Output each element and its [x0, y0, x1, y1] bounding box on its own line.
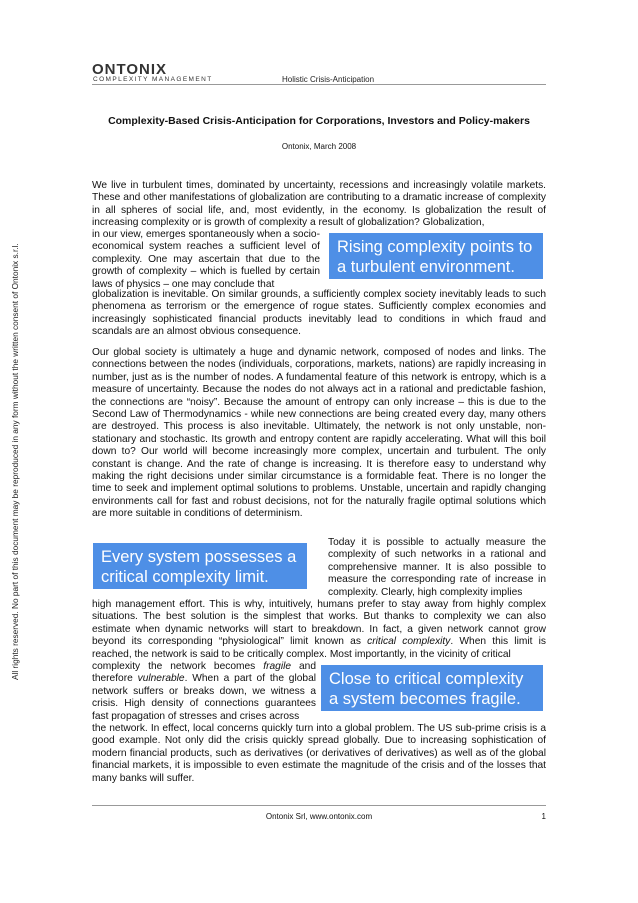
- header-title: Holistic Crisis-Anticipation: [282, 75, 375, 84]
- page-number: 1: [541, 812, 546, 821]
- callout-rising-complexity: Rising complexity points to a turbulent environment.: [329, 233, 543, 279]
- footer-website: Ontonix Srl, www.ontonix.com: [265, 812, 373, 821]
- page-footer: [92, 805, 546, 821]
- company-logo-tagline: COMPLEXITY MANAGEMENT: [93, 76, 213, 83]
- paragraph-3-wrap-bottom: complexity the network becomes fragile and therefore vulnerable. When a part of the global network suffers or breaks down, we witness a crisis. High density of connections guarantees fast propagation of stresses and crises across: [92, 661, 317, 722]
- paragraph-3-middle: high management effort. This is why, intuitively, humans prefer to stay away from highly complex situations. The best solution is the simplest that works. But thanks to complexity we can also estimate when dynamic networks will start to breakdown. In fact, a given network cannot grow beyond its corresponding “physiological” limit known as critical complexity. When this limit is reached, the network is said to be critically complex. Most importantly, in the vicinity of critical: [92, 599, 546, 660]
- term-vulnerable: vulnerable: [137, 673, 185, 685]
- document-title: Complexity-Based Crisis-Anticipation for Corporations, Investors and Policy-makers: [108, 115, 530, 127]
- term-fragile: fragile: [263, 661, 292, 672]
- paragraph-1-opening: We live in turbulent times, dominated by uncertainty, recessions and increasingly volatile markets. These and other manifestations of globalization are contributing to a dramatic increase of complexity in all spheres of social life, and, most evidently, in the economy. Is globalization the result of increasing complexity or is growth of complexity a result of globalization? Globalization,: [92, 180, 546, 229]
- page-header: [92, 62, 546, 85]
- document-byline: Ontonix, March 2008: [281, 142, 357, 151]
- callout-critical-limit: Every system possesses a critical complexity limit.: [93, 543, 307, 589]
- paragraph-3-wrap-top: Today it is possible to actually measure the complexity of such networks in a rational and comprehensive manner. It is also possible to measure the corresponding rate of increase in complexity. Clearly, high complexity implies: [328, 537, 546, 598]
- paragraph-2: Our global society is ultimately a huge and dynamic network, composed of nodes and links. The connections between the nodes (individuals, corporations, markets, nations) are rapidly increasing in number, just as is the number of nodes. A fundamental feature of this network is entropy, which is a measure of uncertainty. Because the nodes do not always act in a rational and predictable fashion, the connections are “noisy”. Because the amount of entropy can only increase – this is due to the Second Law of Thermodynamics - while new connections are being created every day, many others are destroyed. This process is also inevitable. Ultimately, the network is not only unstable, non-stationary and stochastic. Its growth and entropy content are rapidly accelerating. What will this boil down to? Our world will become increasingly more complex, uncertain and turbulent. The only constant is change. And the rate of change is increasing. It is therefore easy to understand why making the right decisions under similar circumstance is a formidable feat. There is no longer the time to seek and implement optimal solutions to problems. Unstable, uncertain and rapidly changing environments call for fast and robust decisions, not for the naturally fragile optimal solutions which are more suitable in conditions of determinism.: [92, 347, 546, 520]
- paragraph-1-closing: globalization is inevitable. On similar grounds, a sufficiently complex society inevitably leads to such phenomena as terrorism or the emergence of rogue states. Sufficiently complex economies and increasingly sophisticated financial products inevitably lead to conditions in which fraud and scandals are an almost obvious consequence.: [92, 289, 546, 338]
- paragraph-3-closing: the network. In effect, local concerns quickly turn into a global problem. The US sub-prime crisis is a good example. Not only did the crisis quickly spread globally. Due to increasing sophistication of modern financial products, such as derivatives (or derivatives of derivatives) as well as of the global financial markets, it is impossible to even estimate the magnitude of the crisis and of the losses that many banks will suffer.: [92, 723, 546, 784]
- copyright-sidebar: All rights reserved. No part of this document may be reproduced in any form without the written consent of Ontonix s.r.l.: [10, 243, 20, 680]
- company-logo: ONTONIX: [92, 61, 168, 78]
- term-critical-complexity: critical complexity: [367, 636, 451, 648]
- paragraph-1-wrap: in our view, emerges spontaneously when a socio-economical system reaches a sufficient level of complexity. One may ascertain that due to the growth of complexity – which is fuelled by certain laws of physics – one may conclude that: [92, 229, 320, 290]
- callout-fragile: Close to critical complexity a system becomes fragile.: [321, 665, 543, 711]
